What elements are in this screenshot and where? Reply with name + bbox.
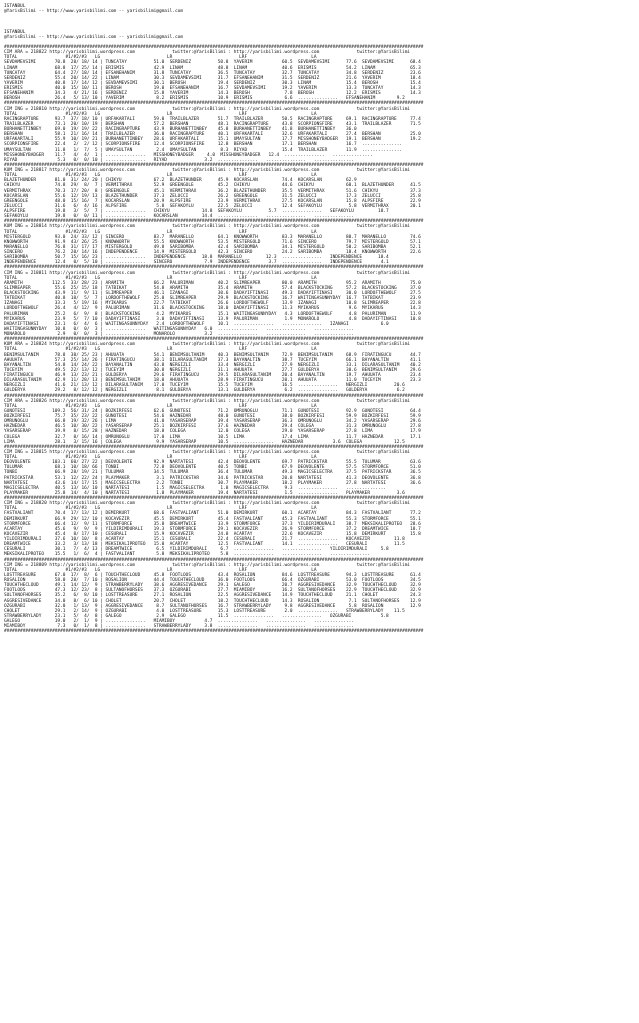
horse-score-row: KOCAVEZIR 45.4 8/ 17/ 10 | CESURALI 15.9 KOCAVEZIR 24.8 ACARTAY 22.6 KOCAVEZIR 15.8 DEMIRKURT 15.8 <box>4 531 421 537</box>
race-section-title: KUM ING = 218814 http://yarisbilimi.wordpress.com twitter:@YarisBilimi : http://yarisbilimi.wordpress.com twitter:@YarisBilimi <box>4 224 411 230</box>
horse-score-row: BLAZETHUNDER 81.0 31/ 24/ 20 | CHIKYU 67.2 BLAZETHUNDER 45.9 KOCARSLAN 74.4 KOCARSLAN 62.9 <box>4 178 357 184</box>
horse-score-row: BERSHAN 58.1 21/ 16/ 14 | TRAILBLAZER 36.0 RACINGRAPTURE 40.1 URFAKARTALI 32.6 URFAKARTALI 27.4 BERSHAN 25.0 <box>4 132 421 138</box>
race-section-title: CIM ING = 218820 http://yarisbilimi.wordpress.com twitter:@YarisBilimi : http://yarisbilimi.wordpress.com twitter:@YarisBilimi <box>4 501 411 507</box>
horse-score-row: TATBIKAT 40.8 18/ 5/ 7 | LORDOFTHEWOLF 25.0 SLIMREAPER 29.9 BLACKSTOCKING 16.7 WAITINGASUNNYDAY 16.7 TATBIKAT 23.9 <box>4 296 421 302</box>
horse-score-row: SARIBOMBA 50.7 15/ 16/ 23 | ............... INDEPENDENCE 18.8 MARANELLO 12.3 ............... INDEPENDENCE 18.4 <box>4 255 389 261</box>
horse-score-row: BLACKSTOCKING 43.9 11/ 9/ 11 | SLIMREAPER 46.1 IZANAGI 30.6 DADAYIFTINASI 49.3 DADAYIFTINASI 30.0 LORDOFTHEWOLF 27.5 <box>4 291 421 296</box>
horse-score-row: VERMITHRAX 70.3 17/ 20/ 8 | GREENGOLE 45.1 VERMITHRAX 36.2 BLAZETHUNDER 35.5 VERMITHRAX 51.6 CHIKYU 37.3 <box>4 188 421 194</box>
race-section-title: CIM ING = 218811 http://yarisbilimi.wordpress.com twitter:@YarisBilimi : http://yarisbilimi.wordpress.com twitter:@YarisBilimi <box>4 270 411 276</box>
horse-score-row: TONBI 66.9 28/ 19/ 21 | TULUMAR 34.5 TULUMAR 36.4 TULUMAR 49.3 MAGICSELECTRA 37.5 PATRICKSTAR 36.5 <box>4 470 421 476</box>
horse-score-row: GULDERYA 29.2 8/ 12/ 12 | NERGIZLI 8.1 GULDERYA 13.1 GULDERYA 6.2 ............... GULDERYA 6.2 <box>4 388 405 394</box>
horse-score-row: IZANAGI 33.3 5/ 19/ 16 | MYIKARUS 22.7 TATBIKAT 26.6 LORDOFTHEWOLF 13.9 IZANAGI 10.8 SLIMREAPER 22.8 <box>4 301 421 307</box>
horse-score-row: SEFAKOYLU 19.8 0/ 0/ 11 | ............... KOCARSLAN 14.4 ............... ............... ............... <box>4 214 354 220</box>
horse-score-row: DADAYIFTINASI 23.1 6/ 4/ 6 | WAITINGASUNNYDAY 2.4 LORDOFTHEWOLF 10.1 ............... ............... IZANAGI 6.0 <box>4 321 389 327</box>
separator-rule: ############################################################################################################################################################# <box>4 219 424 225</box>
horse-score-row: BAYANALTIN 54.8 14/ 24/ 22 | BAYANALTIN 43.8 NERGIZLI 33.4 NERGIZLI 27.9 NERGIZLI 33.1 DILARASULTANIM 40.2 <box>4 362 421 368</box>
site-contact-line: @YarisBilimi -- http://www.yarisbilimi.com -- yarisbilimi@gmail.com <box>4 9 183 15</box>
horse-score-row: ACARTAY 45.6 9/ 9/ 9 | YILDIRIMDURALI 19.3 STORMFORCE 29.1 KOCAVEZIR 26.9 STORMFORCE 37.2 DREAMTWICE 18.7 <box>4 526 421 532</box>
separator-rule: ############################################################################################################################################################# <box>4 496 424 501</box>
horse-score-row: TULUMAR 68.1 10/ 18/ 66 | TONBI 72.8 DEOVOLENTE 40.5 TONBI 67.9 DEOVOLENTE 57.5 STORMFORCE 51.0 <box>4 465 421 471</box>
horse-score-row: TRAILBLAZER 73.1 20/ 10/ 19 | BERSHAN 57.2 BERSHAN 48.1 RACINGRAPTURE 43.8 SCORPIONSFIRE 43.1 TRAILBLAZER 71.5 <box>4 121 421 127</box>
horse-score-row: INDEPENDENCE 12.4 0/ 5/ 10 | ............... SINCERO 7.9 INDEPENDENCE 3.7 ............... INDEPENDENCE 4.1 <box>4 260 389 266</box>
horse-score-row: MIAMIBOY 7.3 0/ 1/ 8 | ............... STRAWBERRYLADY 3.8 ............... ............... ............... <box>4 624 354 630</box>
horse-score-row: MAGICSELECTRA 40.5 13/ 16/ 10 | NARTATESI 1.5 MAGICSELECTRA 1.8 MAGICSELECTRA 9.3 ............... ............... <box>4 485 387 491</box>
separator-rule: ############################################################################################################################################################# <box>4 162 424 168</box>
horse-score-row: OZGURABI 32.0 1/ 13/ 9 | AGGRESIVEDANCE 8.7 SULTANOFHORSES 16.7 STRAWBERRYLADY 9.8 AGGRESIVEDANCE 5.8 ROSALION 12.9 <box>4 603 421 609</box>
city-heading: ISTANBUL <box>4 29 26 35</box>
horse-score-row: GREENGOLE 48.0 15/ 16/ 7 | KOCARSLAN 20.9 ALPSFIRE 23.9 VERMITHRAX 27.5 KOCARSLAN 15.8 ALPSFIRE 22.9 <box>4 198 421 204</box>
horse-score-row: LOSTTREASURE 67.0 17/ 8/ 6 | TOUCHTHECLOUD 45.8 FOOTLOOS 43.4 ROSALION 84.6 LOSTTREASURE 94.3 LOSTTREASURE 61.4 <box>4 572 421 578</box>
horse-score-row: TUNCATAY 64.4 27/ 18/ 14 | EFSANEHANIM 31.8 TUNCATAY 36.5 TUNCATAY 32.7 TUNCATAY 34.8 SERDENIZ 23.6 <box>4 70 421 76</box>
horse-score-row: BURHANETTINBEY 69.0 19/ 19/ 22 | RACINGRAPTURE 43.9 BURHANETTINBEY 45.8 BURHANETTINBEY 41.8 BURHANETTINBEY 36.0 <box>4 127 357 132</box>
horse-score-row: MISSHONEYBADGER 11.7 4/ 4/ 1 | ............... MISSHONEYBADGER 4.0 MISSHONEYBADGER 12.4 ............... ............... <box>4 152 373 158</box>
horse-score-row: SEVDAMEVSIMI 70.8 28/ 18/ 14 | TUNCATAY 51.0 SERDENIZ 50.8 YAVERIM 60.5 SEVDAMEVSIMI 77.6 SEVDAMEVSIMI 68.4 <box>4 60 421 66</box>
horse-score-row: RIYAD 5.3 0/ 0/ 10 | ............... RIYAD 3.2 ............... ............... ............... <box>4 157 354 163</box>
horse-score-row: MISTERGOLD 93.0 24/ 33/ 12 | SINCERO 83.7 MARANELLO 64.1 KNOWWORTH 83.3 MARANELLO 80.7 MARANELLO 74.6 <box>4 234 421 240</box>
column-header-row: TOTAL #1/#2/#3 LG LR LRF LA <box>4 347 317 353</box>
horse-score-row: CESURALI 30.1 7/ 4/ 13 | DREAMTWICE 6.5 YILDIRIMDURALI 6.7 ............... ............... YILDIRIMDURALI 5.8 <box>4 547 389 553</box>
race-section-title: CIM ING = 218809 http://yarisbilimi.wordpress.com twitter:@YarisBilimi : http://yarisbilimi.wordpress.com twitter:@YarisBilimi <box>4 562 411 568</box>
horse-score-row: AHUUATA 57.3 25/ 14/ 26 | FIRATINGUCU 38.1 DILARASULTANIM 37.3 BAYANALTIN 38.7 TUCEYIM 66.1 BAYANALTIN 41.1 <box>4 357 421 363</box>
horse-score-row: FASTVALIANT 70.4 17/ 13/ 12 | DEMIRKURT 68.6 FASTVALIANT 51.0 DEMIRKURT 60.1 ACARTAY 84.3 FASTVALIANT 77.2 <box>4 511 421 517</box>
horse-score-row: LINAM 68.8 17/ 25/ 14 | ERISMIS 42.9 LINAM 48.8 LINAM 40.6 ERISMIS 54.2 LINAM 65.3 <box>4 65 421 71</box>
horse-score-row: LORDOFTHEWOLF 26.4 4/ 12/ 9 | PALURIMAN 31.6 BLACKSTOCKING 18.0 DADAYIFTINASI 11.3 MYIKARUS 9.6 MYIKARUS 14.3 <box>4 306 421 312</box>
horse-score-row: DILARASULTANIM 42.9 11/ 28/ 13 | BENIMSULTANIM 18.0 AHUUATA 28.9 FIRATINGUCU 20.1 AHUUATA 11.0 TUCEYIM 23.3 <box>4 378 421 384</box>
horse-score-row: COLEGA 32.7 8/ 16/ 14 | OMRUNOGLU 17.0 LIMA 10.5 LIMA 17.4 LIMA 11.7 HAZNEDAR 17.1 <box>4 434 421 440</box>
horse-score-row: GALEGO 19.0 2/ 1/ 9 | ............... MIAMIBOY 4.7 ............... ............... ............... <box>4 619 354 624</box>
horse-score-row: NERGIZLI 41.6 21/ 13/ 12 | DILARASULTANIM 17.0 TUCEYIM 15.5 TUCEYIM 16.5 ............... NERGIZLI 20.6 <box>4 383 405 389</box>
separator-rule: ############################################################################################################################################################# <box>4 101 424 107</box>
site-contact-line: @YarisBilimi -- http://www.yarisbilimi.com -- yarisbilimi@gmail.com <box>4 34 183 40</box>
horse-score-row: LIMA 28.1 3/ 15/ 16 | COLEGA 9.9 YASARSERAP 10.5 ............... HAZNEDAR 3.6 COLEGA 12.5 <box>4 439 405 445</box>
race-section-title: CIM ING = 218815 http://yarisbilimi.wordpress.com twitter:@YarisBilimi : http://yarisbilimi.wordpress.com twitter:@YarisBilimi <box>4 449 411 455</box>
column-header-row: TOTAL #1/#2/#3 LG LR LRF LA <box>4 55 317 61</box>
separator-rule: ############################################################################################################################################################# <box>4 444 424 450</box>
horse-score-row: PATRICKSTAR 53.1 12/ 22/ 24 | PLAYMAKER 3.1 PATRICKSTAR 34.6 PATRICKSTAR 20.8 NARTATESI 41.3 DEOVOLENTE 36.8 <box>4 475 421 481</box>
column-header-row: TOTAL #1/#2/#3 LG LR LRF LA <box>4 403 317 409</box>
horse-score-row: ERISMIS 40.0 15/ 10/ 11 | BEROSH 19.0 EFSANEHANIM 16.7 SEVDAMEVSIMI 19.2 YAVERIM 13.3 TUNCATAY 14.3 <box>4 86 421 91</box>
race-section-title: CIM ARA = 218822 http://yarisbilimi.wordpress.com twitter:@YarisBilimi : http://yarisbilimi.wordpress.com twitter:@YarisBilimi <box>4 50 411 56</box>
horse-score-row: STORMFORCE 66.4 12/ 9/ 11 | STORMFORCE 35.8 DREAMTWICE 33.9 STORMFORCE 37.3 YILDIRIMDURALI 38.7 MEKSIKALIPROTEO 28.6 <box>4 521 421 527</box>
horse-score-row: ROSALION 58.0 28/ 7/ 10 | ROSALION 44.4 TOUCHTHECLOUD 36.0 FOOTLOOS 66.4 OZGURABI 53.0 FOOTLOOS 34.5 <box>4 578 421 583</box>
separator-rule: ############################################################################################################################################################# <box>4 265 424 271</box>
race-section-title: KUM ING = 218817 http://yarisbilimi.wordpress.com twitter:@YarisBilimi : http://yarisbilimi.wordpress.com twitter:@YarisBilimi <box>4 168 411 173</box>
horse-score-row: BOZKIRFESI 75.7 35/ 23/ 22 | GUNOTESI 54.6 HAZNEDAR 48.0 GUNOTESI 38.0 BOZKIRFESI 59.9 BOZKIRFESI 59.9 <box>4 414 421 419</box>
column-header-row: TOTAL #1/#2/#3 LG LR LRF LA <box>4 455 317 460</box>
horse-score-row: YILDIRIMDURALI 37.6 10/ 10/ 8 | ACARTAY 15.1 CESURALI 22.4 CESURALI 21.7 ............... KOCAVEZIR 11.8 <box>4 537 405 542</box>
horse-score-row: SINCERO 76.2 20/ 14/ 16 | INDEPENDENCE 14.9 MISTERGOLD 42.3 SINCERO 24.2 SARIBOMBA 18.4 KNOWWORTH 22.6 <box>4 250 421 255</box>
horse-score-row: STRAWBERRYLADY 23.1 5/ 4/ 8 | GALEGO 2.9 GALEGO 11.5 ............... ............... OZGURABI 5.8 <box>4 613 389 619</box>
separator-rule: ############################################################################################################################################################# <box>4 45 424 50</box>
horse-score-row: YASARSERAP 39.9 8/ 15/ 28 | HAZNEDAR 18.8 COLEGA 12.0 COLEGA 29.0 YASARSERAP 27.8 LIMA 17.9 <box>4 429 421 435</box>
horse-score-row: TOUCHTHECLOUD 49.1 14/ 12/ 9 | STRAWBERRYLADY 38.6 AGGRESIVEDANCE 29.1 GALEGO 20.7 AGGRESIVEDANCE 32.9 TOUCHTHECLOUD 32.9 <box>4 583 421 589</box>
separator-rule: ############################################################################################################################################################# <box>4 629 424 635</box>
column-header-row: TOTAL #1/#2/#3 LG LR LRF LA <box>4 111 317 117</box>
column-header-row: TOTAL #1/#2/#3 LG LR LRF LA <box>4 506 317 512</box>
horse-score-row: BEROSH 26.4 5/ 13/ 10 | YAVERIM 8.2 ERISMIS 10.9 ERISMIS 6.6 ............... EFSANEHANIM 9.2 <box>4 96 405 102</box>
horse-score-row: GUNOTESI 109.2 56/ 31/ 24 | BOZKIRFESI 62.6 GUNOTESI 71.2 OMRUNOGLU 71.1 GUNOTESI 92.9 GUNOTESI 64.4 <box>4 408 421 414</box>
horse-score-row: UMAYSULTAN 11.8 1/ 7/ 5 | UMAYSULTAN 2.4 UMAYSULTAN 8.3 RIYAD 15.4 TRAILBLAZER 11.9 ............... <box>4 147 403 153</box>
horse-score-row: EFSANEHANIM 34.3 4/ 21/ 16 | SERDENIZ 15.8 YAVERIM 14.3 BEROSH 7.8 BEROSH 12.2 ERISMIS 14.3 <box>4 91 421 97</box>
horse-score-row: WAITINGASUNNYDAY 10.8 0/ 0/ 3 | ............... WAITINGASUNNYDAY 6.0 ............... ............... ............... <box>4 326 354 332</box>
horse-score-row: TUCEYIM 49.5 22/ 13/ 12 | TUCEYIM 30.8 NERGIZLI 31.1 AHUUATA 27.7 GULDERYA 30.6 BENIMSULTANIM 29.6 <box>4 367 421 373</box>
horse-score-row: SULTANOFHORSES 35.2 6/ 8/ 10 | LOSTTREASURE 27.1 ROSALION 22.5 AGGRESIVEDANCE 14.9 TOUCHTHECLOUD 21.1 CHOLET 24.3 <box>4 593 421 599</box>
separator-rule: ############################################################################################################################################################# <box>4 393 424 399</box>
horse-score-row: ZELUCCI 31.6 6/ 4/ 16 | ALPSFIRE 5.8 SEFAKOYLU 22.5 ZELUCCI 12.4 SEFAKOYLU 5.8 VERMITHRAX 20.1 <box>4 203 421 209</box>
separator-rule: ############################################################################################################################################################# <box>4 337 424 343</box>
horse-score-row: CHIKYU 74.8 29/ 8/ 7 | VERMITHRAX 52.9 GREENGOLE 45.2 CHIKYU 44.6 CHIKYU 60.1 BLAZETHUNDER 41.5 <box>4 183 421 189</box>
column-header-row: TOTAL #1/#2/#3 LG LR LRF LA <box>4 173 317 179</box>
horse-score-row: NARTATESI 43.6 14/ 17/ 15 | MAGICSELECTRA 2.2 TONBI 30.7 PLAYMAKER 18.2 PLAYMAKER 27.8 NARTATESI 36.6 <box>4 480 421 486</box>
horse-score-row: KNOWWORTH 91.9 43/ 26/ 25 | KNOWWORTH 55.5 KNOWWORTH 53.5 MISTERGOLD 71.6 SINCERO 79.7 MISTERGOLD 57.1 <box>4 239 421 245</box>
horse-score-row: ARAMITH 112.5 33/ 28/ 23 | ARAMITH 66.2 PALURIMAN 40.2 SLIMREAPER 80.0 ARAMITH 95.2 ARAMITH 75.0 <box>4 280 421 286</box>
horse-score-row: DREAMTWICE 33.2 3/ 13/ 18 | MEKSIKALIPROTEO 15.0 ACARTAY 12.5 FASTVALIANT 14.1 ............... CESURALI 11.5 <box>4 542 405 548</box>
horse-score-row: YAVERIM 40.8 17/ 14/ 12 | SEVDAMEVSIMI 30.1 BEROSH 19.4 SERDENIZ 30.3 LINAM 15.4 BEROSH 15.4 <box>4 80 421 86</box>
horse-score-row: MYIKARUS 23.9 5/ 7/ 10 | DADAYIFTINASI 3.0 DADAYIFTINASI 13.9 PALURIMAN 1.9 MONAROLO 4.8 DADAYIFTINASI 10.8 <box>4 316 421 322</box>
horse-score-row: MARANELLO 76.8 31/ 17/ 17 | MISTERGOLD 49.8 SARIBOMBA 42.4 SARIBOMBA 34.1 MISTERGOLD 50.2 SARIBOMBA 52.1 <box>4 244 421 250</box>
race-section-title: CIM ARA = 218826 http://yarisbilimi.wordpress.com twitter:@YarisBilimi : http://yarisbilimi.wordpress.com twitter:@YarisBilimi <box>4 398 411 404</box>
city-heading: ISTANBUL <box>4 4 26 9</box>
horse-score-row: SCORPIONSFIRE 22.4 2/ 2/ 12 | SCORPIONSFIRE 12.4 SCORPIONSFIRE 12.8 BERSHAN 17.1 BERSHAN 16.7 ............... <box>4 142 403 148</box>
horse-score-row: PALURIMAN 25.2 6/ 9/ 8 | BLACKSTOCKING 4.2 MYIKARUS 15.1 WAITINGASUNNYDAY 4.3 LORDOFTHEWOLF 4.8 PALURIMAN 11.9 <box>4 311 421 317</box>
horse-score-row: MEKSIKALIPROTEO 15.5 1/ 6/ 4 | FASTVALIANT 5.8 MEKSIKALIPROTEO 5.8 ............... ............... ............... <box>4 552 371 558</box>
horse-score-row: HAZNEDAR 46.5 10/ 30/ 22 | YASARSERAP 25.1 BOZKIRFESI 37.6 HAZNEDAR 29.4 COLEGA 31.3 OMRUNOGLU 27.8 <box>4 424 421 430</box>
horse-score-row: PLAYMAKER 25.8 14/ 4/ 10 | NARTATESI 1.8 PLAYMAKER 19.4 NARTATESI 1.5 ............... PLAYMAKER 3.6 <box>4 490 405 496</box>
horse-score-row: FIRATINGUCU 46.9 13/ 23/ 21 | GULDERYA 29.6 FIRATINGUCU 29.5 DILARASULTANIM 20.4 BAYANALTIN 19.7 AHUUATA 23.4 <box>4 373 421 378</box>
horse-score-row: AGGRESIVEDANCE 34.0 8/ 6/ 10 | CHOLET 20.7 CHOLET 18.2 TOUCHTHECLOUD 14.3 ROSALION 7.1 SULTANOFHORSES 12.9 <box>4 598 421 604</box>
column-header-row: TOTAL #1/#2/#3 LG LR LRF LA <box>4 567 317 573</box>
horse-score-row: OMRUNOGLU 66.8 19/ 32/ 26 | LIMA 41.0 YASARSERAP 39.4 YASARSERAP 36.3 OMRUNOGLU 34.2 YASARSERAP 29.6 <box>4 419 421 425</box>
horse-score-row: BENIMSULTANIM 78.8 38/ 25/ 23 | AHUUATA 54.1 BENIMSULTANIM 40.3 BENIMSULTANIM 72.9 BENIMSULTANIM 68.9 FIRATINGUCU 44.7 <box>4 352 421 358</box>
horse-score-row: KOCARSLAN 55.6 12/ 19/ 13 | BLAZETHUNDER 37.3 ZELUCCI 26.2 GREENGOLE 31.5 ZELUCCI 17.3 ZELUCCI 25.8 <box>4 193 421 199</box>
horse-score-row: CHOLET 29.1 2/ 14/ 9 | OZGURABI 4.0 LOSTTREASURE 15.3 LOSTTREASURE 2.0 ............... STRAWBERRYLADY 11.5 <box>4 608 405 614</box>
column-header-row: TOTAL #1/#2/#3 LG LR LRF LA <box>4 275 317 281</box>
horse-score-row: FOOTLOOS 47.3 12/ 23/ 8 | SULTANOFHORSES 37.3 OZGURABI 27.7 MIAMIBOY 16.2 SULTANOFHORSES 22.9 TOUCHTHECLOUD 32.9 <box>4 588 421 594</box>
horse-score-row: SERDENIZ 55.4 20/ 14/ 22 | LINAM 30.3 SEVDAMEVSIMI 31.7 EFSANEHANIM 31.5 SERDENIZ 21.6 YAVERIM 18.4 <box>4 75 421 81</box>
horse-score-row: URFAKARTALI 55.9 10/ 19/ 21 | BURHANETTINBEY 28.6 URFAKARTALI 15.1 UMAYSULTAN 17.7 MISSHONEYBADGER 19.1 BERSHAN 19.2 <box>4 137 421 143</box>
horse-score-row: ALPSFIRE 19.8 3/ 5/ 7 | ............... CHIKYU 14.8 SEFAKOYLU 5.7 ............... SEFAKOYLU 18.7 <box>4 209 389 214</box>
horse-score-row: DEOVOLENTE 103.1 60/ 27/ 22 | DEOVOLENTE 92.9 NARTATESI 42.4 DEOVOLENTE 69.7 PATRICKSTAR 55.5 TULUMAR 63.6 <box>4 460 421 466</box>
horse-score-row: RACINGRAPTURE 93.7 37/ 18/ 10 | URFAKARTALI 59.0 TRAILBLAZER 51.7 TRAILBLAZER 50.5 RACINGRAPTURE 69.1 RACINGRAPTURE 77.4 <box>4 116 421 122</box>
race-section-title: KUM ARA = 218824 http://yarisbilimi.wordpress.com twitter:@YarisBilimi : http://yarisbilimi.wordpress.com twitter:@YarisBilimi <box>4 342 411 348</box>
race-section-title: CIM ING = 218810 http://yarisbilimi.wordpress.com twitter:@YarisBilimi : http://yarisbilimi.wordpress.com twitter:@YarisBilimi <box>4 106 411 112</box>
horse-score-row: MONAROLO 2.9 0/ 0/ 3 | ............... MONAROLO 3.2 ............... ............... ............... <box>4 332 354 337</box>
horse-score-row: SLIMREAPER 55.6 25/ 15/ 18 | TATBIKAT 54.8 ARAMITH 35.4 ARAMITH 57.4 BLACKSTOCKING 57.2 BLACKSTOCKING 37.0 <box>4 285 421 291</box>
horse-score-row: DEMIRKURT 66.9 29/ 12/ 10 | KOCAVEZIR 45.5 DEMIRKURT 45.4 FASTVALIANT 45.3 FASTVALIANT 55.3 STORMFORCE 55.1 <box>4 516 421 522</box>
column-header-row: TOTAL #1/#2/#3 LG LR LRF LA <box>4 229 317 235</box>
separator-rule: ############################################################################################################################################################# <box>4 557 424 563</box>
